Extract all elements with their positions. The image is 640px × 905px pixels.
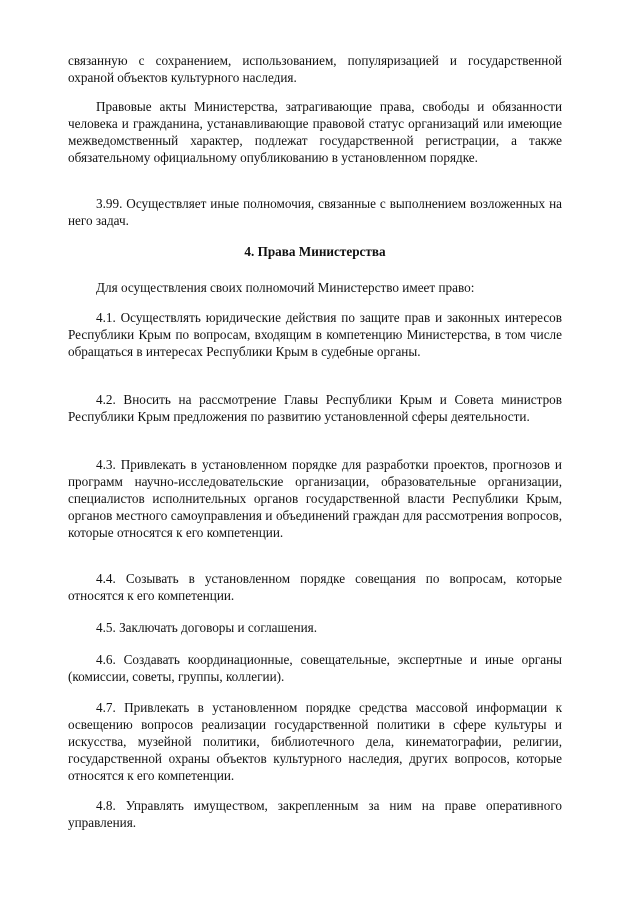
list-item-4-4: 4.4. Созывать в установленном порядке совещания по вопросам, которые относятся к его компетенции.	[68, 571, 562, 603]
list-item-4-2: 4.2. Вносить на рассмотрение Главы Республики Крым и Совета министров Республики Крым предложения по развитию установленной сферы деятельности.	[68, 392, 562, 424]
paragraph-intro: Для осуществления своих полномочий Министерство имеет право:	[96, 280, 475, 295]
list-item-4-1: 4.1. Осуществлять юридические действия по защите прав и законных интересов Республики Крым по вопросам, входящим в компетенцию Министерства, в том числе обращаться в интересах Республики Крым в судебные органы.	[68, 310, 562, 359]
list-item-4-8: 4.8. Управлять имуществом, закрепленным за ним на праве оперативного управления.	[68, 798, 562, 830]
section-heading: 4. Права Министерства	[244, 244, 386, 259]
paragraph-continuation: связанную с сохранением, использованием, популяризацией и государственной охраной объектов культурного наследия.	[68, 53, 562, 85]
list-item-4-6: 4.6. Создавать координационные, совещательные, экспертные и иные органы (комиссии, советы, группы, коллегии).	[68, 652, 562, 684]
list-item-4-7: 4.7. Привлекать в установленном порядке средства массовой информации к освещению вопросов реализации государственной политики в сфере культуры и искусства, музейной политики, библиотечного дела, кинематографии, религии, государственной охраны объектов культурного наследия, других вопросов, которые относятся к его компетенции.	[68, 700, 562, 783]
paragraph-3-99: 3.99. Осуществляет иные полномочия, связанные с выполнением возложенных на него задач.	[68, 196, 562, 228]
paragraph-legal-acts: Правовые акты Министерства, затрагивающие права, свободы и обязанности человека и гражданина, устанавливающие правовой статус организаций или имеющие межведомственный характер, подлежат государственной регистрации, а также обязательному официальному опубликованию в установленном порядке.	[68, 99, 562, 165]
list-item-4-3: 4.3. Привлекать в установленном порядке для разработки проектов, прогнозов и программ научно-исследовательские организации, образовательные организации, специалистов исполнительных органов государственной власти Республики Крым, органов местного самоуправления и объединений граждан для рассмотрения вопросов, которые относятся к его компетенции.	[68, 457, 562, 540]
list-item-4-5: 4.5. Заключать договоры и соглашения.	[96, 620, 318, 635]
